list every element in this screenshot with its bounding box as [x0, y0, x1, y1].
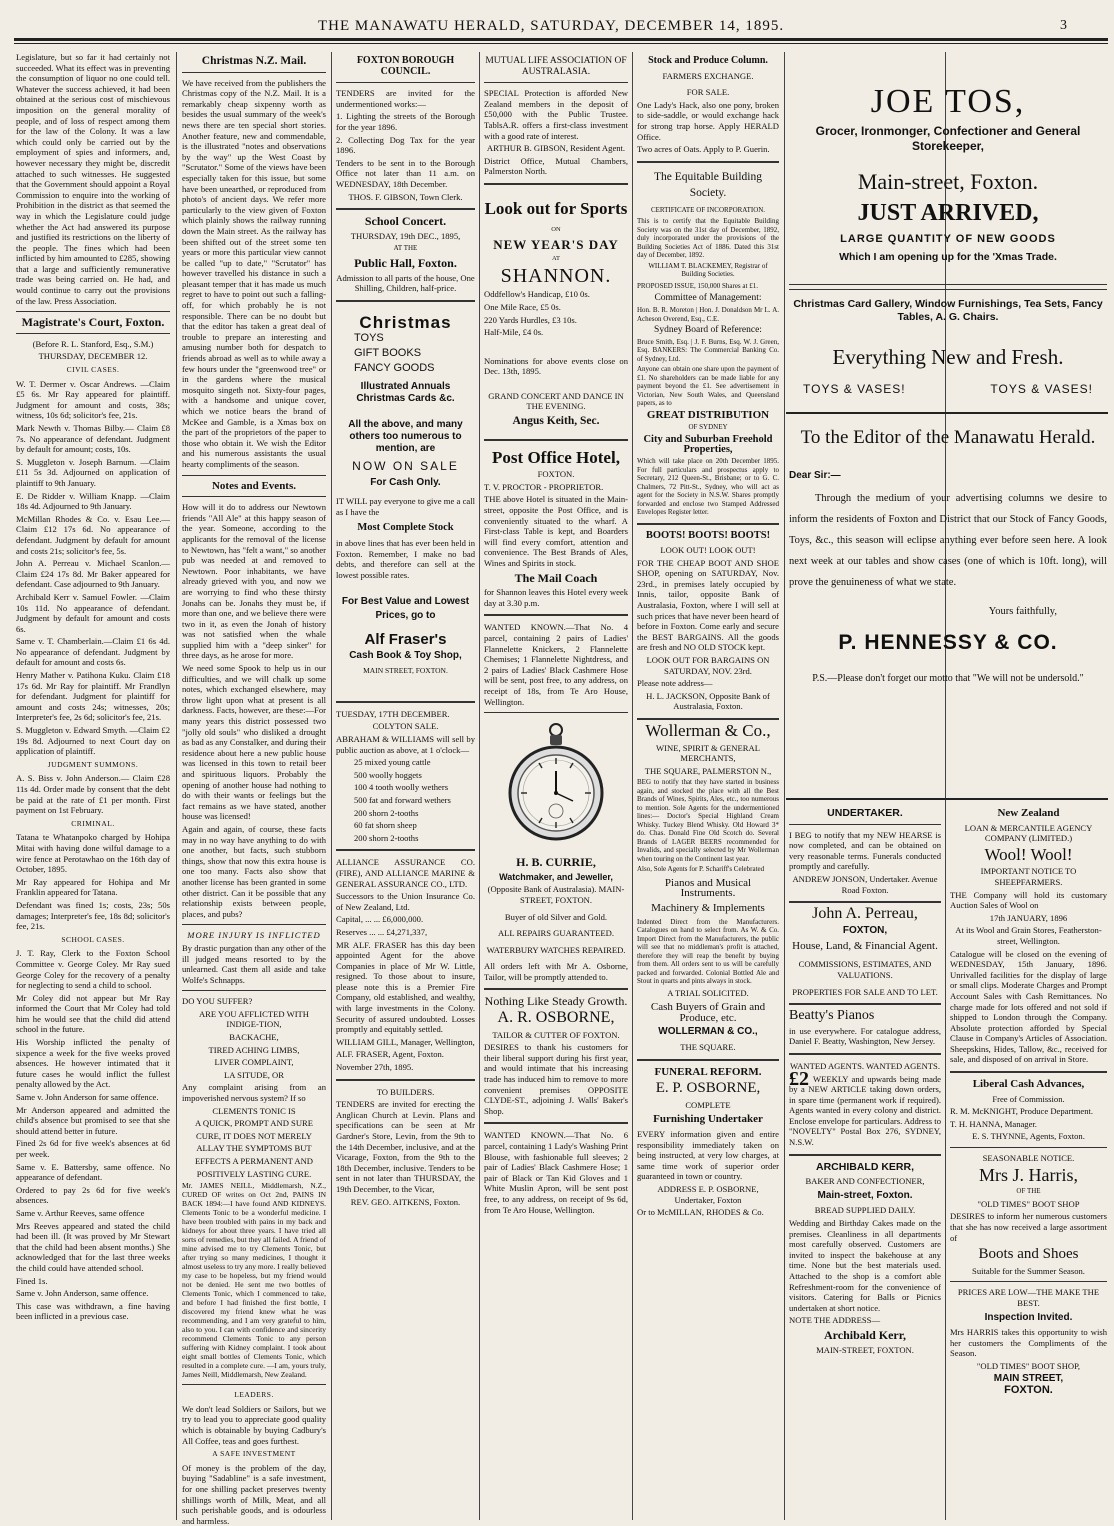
great-text: Which will take place on 20th December 1895. For full particulars and prospectus apply to Secretary, 212 Queen-St., Brisbane; or to G. C. Chalmers, 72 Pitt-St., Sydney, who will act as agent for the Society in N.S.W. Shares promptly forwarded and enclose two Stamped Addressed Envelopes Register letter. [637, 457, 779, 516]
column-5 [637, 52, 779, 1520]
school-text: Fined 2s 6d for five week's absences at 6d per week. [16, 1138, 170, 1159]
civil-case: E. De Ridder v. William Knapp. —Claim 18s 4d. Adjourned to 9th January. [16, 490, 170, 512]
judgment-heading: JUDGMENT SUMMONS. [47, 759, 139, 769]
civil-case: W. T. Dermer v. Oscar Andrews. —Claim £5 6s. Mr Ray appeared for plaintiff. Judgment for amount and costs, 38s; witness, 10s 6d; solicitor's fee, 21s. [16, 378, 170, 421]
xmas-shop: Alf Fraser's [364, 630, 447, 648]
civil-case: Henry Mather v. Patihona Kuku. Claim £18 17s 6d. Mr Ray for plaintiff. Mr Frandlyn for defendant. Judgment for plaintiff for amount and costs 24s; witnesses, 20s; Interpreter's fee, 2s 6d; solicitor's fee, 21s. [16, 670, 170, 723]
tonic-line: DO YOU SUFFER? [182, 996, 253, 1007]
woll-pianos: Pianos and Musical Instruments. [664, 876, 752, 900]
agents-amount: £2 [789, 1067, 809, 1090]
kerr-bread: BREAD SUPPLIED DAILY. [814, 1205, 916, 1216]
concert-heading: School Concert. [364, 214, 447, 229]
seasonable: SEASONABLE NOTICE. [982, 1153, 1075, 1164]
coach-heading: The Mail Coach [514, 570, 598, 585]
great-of: OF SYDNEY [688, 423, 728, 432]
council-item: 2. Collecting Dog Tax for the year 1896. [336, 134, 475, 156]
woll-sub: WINE, SPIRIT & GENERAL MERCHANTS, [656, 742, 760, 764]
harris-text: DESIRES to inform her numerous customers that she has now received a large assortment of [950, 1211, 1107, 1243]
school-text: Mr Anderson appeared and admitted the child's absence but promised to see that she should attend better in future. [16, 1104, 170, 1136]
nz-wool: Wool! Wool! [984, 844, 1073, 864]
tonic-line: ALLAY THE SYMPTOMS BUT [196, 1143, 312, 1154]
equit-committee: Committee of Management: [654, 293, 762, 304]
xmas-stock: Most Complete Stock [357, 521, 454, 533]
mach-text: Indented Direct from the Manufacturers. Catalogues on hand to select from. As W. & Co. Import Direct from the Manufacturers, the public will see that no middleman's profit is attached, therefore they will reap the benefit by buying from them. All orders sent to us will be carefully packed and forwarded. Colonial Bottled Ale and Stout in quarts and pints always in stock. [637, 917, 779, 986]
civil-case: S. Muggleton v. Joseph Barnum. —Claim £11 5s 3d. Adjourned on application of plaintiff to 9th January. [16, 456, 170, 488]
column-rule [784, 52, 785, 1520]
funeral-name: E. P. OSBORNE, [655, 1080, 761, 1097]
concert-date: THURSDAY, 19th DEC., 1895, [350, 230, 461, 241]
school-text: Same v. E. Battersby, same offence. No appearance of defendant. [16, 1161, 170, 1183]
boots-text: FOR THE CHEAP BOOT AND SHOE SHOP, opening on SATURDAY, Nov. 23rd., in premises lately occupied by Innis, tailor, opposite Bank of Australasia, Foxton, where I will sell at such prices that have never been heard of before in Foxton. Come early and secure the BEST BARGAINS. All the goods are fresh and NO OLD STOCK kept. [637, 557, 779, 653]
boots-note: Please note address— [637, 678, 713, 689]
builders-sign: REV. GEO. AITKENS, Foxton. [350, 1196, 461, 1207]
council-sign: THOS. F. GIBSON, Town Clerk. [348, 191, 463, 202]
tos-which: Which I am opening up for the 'Xmas Trade. [839, 251, 1057, 263]
kerr-text: Wedding and Birthday Cakes made on the premises. Cleanliness in all departments most carefully observed. Customers are invited to inspect the bakehouse at any time. None but the best materials used. Attached to the shop is a comfort able Refreshment-room for the convenience of visitors. Catering for Balls or Picnics undertaken at short notice. [789, 1218, 941, 1313]
tos-name: JOE TOS, [870, 83, 1026, 120]
civil-case: Archibald Kerr v. Samuel Fowler. —Claim 10s 11d. No appearance of defendant. Judgment by default for amount and costs 6s. [16, 591, 170, 634]
xmas-addr: MAIN STREET, FOXTON. [363, 666, 448, 676]
criminal-text: Defendant was fined 1s; costs, 23s; 50s damages; Interpreter's fee, 18s 8d; solicitor's fee, 21s. [16, 899, 170, 932]
hotel-prop: T. V. PROCTOR - PROPRIETOR. [484, 481, 604, 492]
tos-large: LARGE QUANTITY OF NEW GOODS [840, 233, 1056, 245]
council-item: 1. Lighting the streets of the Borough for the year 1896. [336, 111, 475, 132]
tonic-line: TIRED ACHING LIMBS, [208, 1044, 300, 1055]
osborne-text: DESIRES to thank his customers for their liberal support during his first year, and would intimate that his increasing trade has induced him to remove to more convenient premises OPPOSITE CLYDE-ST., adjoining J. Walls' Baker's Shop. [484, 1042, 628, 1116]
sale-item: 200 shorn 2-tooths [354, 807, 419, 818]
funeral-addr: ADDRESS E. P. OSBORNE, Undertaker, Foxton [657, 1183, 759, 1205]
tos-advert [789, 52, 1107, 396]
sale-item: 25 mixed young cattle [354, 757, 431, 768]
osborne-name: A. R. OSBORNE, [497, 1009, 615, 1027]
section-rule [786, 798, 1108, 800]
school-text: Mr Coley did not appear but Mr Ray informed the Court that Mr Coley had told him he would see that the child did attend school in the future. [16, 992, 170, 1035]
column-rule [945, 800, 946, 1520]
column-1 [16, 52, 170, 1520]
funeral-or: Or to McMILLAN, RHODES & Co. [637, 1207, 764, 1218]
xmas-line: FANCY GOODS [354, 362, 435, 375]
und-text: I BEG to notify that my NEW HEARSE is now completed, and can be obtained on very reasonable terms. Funerals conducted promptly and carefully. [789, 829, 941, 872]
school-text: Ordered to pay 2s 6d for five week's absences. [16, 1184, 170, 1206]
criminal-text: Mr Ray appeared for Hohipa and Mr Franklin appeared for Tatana. [16, 876, 170, 898]
nz-text2: Catalogue will be closed on the evening of WEDNESDAY, 15th January, 1896. Unrivalled facilities for the display of large or small clips. Moderate Charges and Prompt Account Sales with Cash Remittances. No charge made for lots offered and not sold if shipped to London through the Company. Absolute protection afforded by Special Clause in Company's Articles of Association. Sheepskins, Hides, Tallow, &c., received for sale, and disposed of on arrival in Store. [950, 948, 1107, 1065]
kerr-note: NOTE THE ADDRESS— [789, 1315, 881, 1326]
nz-sub: LOAN & MERCANTILE AGENCY COMPANY (LIMITED.) [964, 822, 1093, 844]
sports-place: SHANNON. [500, 264, 612, 287]
school-text: Same v. John Anderson, same offence. [16, 1288, 149, 1299]
sports-nom: Nominations for above events close on Dec. 13th, 1895. [484, 355, 628, 377]
concert-hall: Public Hall, Foxton. [354, 255, 457, 270]
builders-text: TENDERS are invited for erecting the Anglican Church at Levin. Plans and specifications can be seen at Mr Gardner's Store, Levin, from the 9th to the 14th December, inclusive, and at the Vicarage, Foxton, from the 9th to the 18th December, inclusive. Tenders to be sent in not later than THURSDAY, the 19th December, to the Vicar, [336, 1099, 475, 1194]
sports-day: NEW YEAR'S DAY [493, 236, 619, 252]
tonic-testimonial: Mr. JAMES NEILL, Middlemarsh, N.Z., CURED OF writes on Oct 2nd, PAINS IN BACK 1894:—I have found AND KIDNEYS. Clements Tonic to be a wonderful medicine. I have been troubled with pains in my back and kidneys for about three years. I have tried all sorts of remedies, but they all failed. A friend of mine advised me to try Clements Tonic, but after trying so many medicines, I thought it almost useless to try any more. I really believed my case to be hopeless, but my friend would not be denied. He sent me two bottles of Clements Tonic, which I commenced to take, and before I had finished the first bottle, I discovered my friend knew what he was recommending, and I am very grateful to him, also to you. I can with confidence and sincerity recommend Clements Tonic to any person suffering with Kidney complaint. I took about eight small bottles of Clements Tonic, which resulted in a complete cure. —I am, yours truly, James Neill, Middlemarsh, New Zealand. [182, 1181, 326, 1380]
school-text: This case was withdrawn, a fine having been inflicted in a previous case. [16, 1300, 170, 1322]
equit-board-members: Bruce Smith, Esq. | J. F. Burns, Esq. W. J. Green, Esq. BANKERS: The Commercial Banking Co. of Sydney, Ltd. [637, 337, 779, 363]
school-heading: SCHOOL CASES. [61, 934, 125, 944]
school-text: J. T. Ray, Clerk to the Foxton School Committee v. George Coley. Mr Ray sued George Coley for the recovery of a penalty for neglecting to send a child to school. [16, 948, 170, 991]
sports-item: Oddfellow's Handicap, £10 0s. [484, 289, 590, 300]
equit-text2: Anyone can obtain one share upon the payment of £1. No shareholders can be made liable for any payment beyond the £1. See advertisement in Victorian, New South Wales, and Queensland papers, as to [637, 365, 779, 408]
concert-text: Admission to all parts of the house, One Shilling, Children, half-price. [336, 272, 475, 294]
equit-cert: CERTIFICATE OF INCORPORATION. [650, 205, 766, 214]
column-7 [950, 804, 1107, 1520]
harris-sign: "OLD TIMES" BOOT SHOP, [976, 1360, 1081, 1371]
tos-everything: Everything New and Fresh. [832, 345, 1064, 369]
sale-item: 60 fat shorn sheep [354, 820, 417, 831]
equit-board: Sydney Board of Reference: [654, 325, 762, 336]
hotel-text: THE above Hotel is situated in the Main-street, opposite the Post Office, and is conveniently situated to the wharf. A First-class Table is kept, and Boarders will find every comfort, attention and convenience. The Best Brands of Ales, Wines and Spirits in stock. [484, 494, 628, 568]
beatty-heading: Beatty's Pianos [789, 1008, 875, 1024]
harris-of: OF THE [1016, 1187, 1041, 1196]
mutual-heading: MUTUAL LIFE ASSOCIATION OF AUSTRALASIA. [485, 56, 627, 77]
council-heading: FOXTON BOROUGH COUNCIL. [356, 55, 455, 77]
pocket-watch-icon [507, 721, 605, 849]
alliance-capital: Capital, ... ... £6,000,000. [336, 914, 424, 925]
sale-heading: COLYTON SALE. [372, 721, 439, 732]
sale-item: 100 4 tooth woolly wethers [354, 782, 449, 793]
xmas-stock-text: in above lines that has ever been held in Foxton. Remember, I make no bad debts, and therefore can sell at the lowest possible rates. [336, 538, 475, 581]
civil-case: Mark Newth v. Thomas Bilby.— Claim £8 7s. No appearance of defendant. Judgment by default for amount; costs, 10s. [16, 423, 170, 455]
nz-at: At its Wool and Grain Stores, Featherston-street, Wellington. [955, 925, 1102, 946]
sports-concert: GRAND CONCERT AND DANCE IN THE EVENING. [488, 390, 624, 412]
alliance-sign: WILLIAM GILL, Manager, Wellington, [336, 1036, 475, 1047]
injury-text: By drastic purgation than any other of the ill judged means resorted to by the unlearned. Cast them all aside and take Wolfe's Schnapps. [182, 942, 326, 985]
harris-prices: PRICES ARE LOW—THE MAKE THE BEST. [957, 1287, 1100, 1308]
masthead-title: THE MANAWATU HERALD, SATURDAY, DECEMBER 14, 1895. [318, 18, 785, 34]
sports-heading: Look out for Sports [484, 198, 628, 218]
harris-shop: "OLD TIMES" BOOT SHOP [977, 1198, 1080, 1209]
school-text: Fined 1s. [16, 1275, 48, 1286]
nz-heading: New Zealand [997, 807, 1060, 819]
investment-heading: A SAFE INVESTMENT [212, 1449, 296, 1459]
sale-item: 500 woolly hoggets [354, 769, 422, 780]
column-rule [331, 52, 332, 1520]
tos-toys-left: TOYS & VASES! [803, 382, 906, 396]
notes-text: We need some Spook to help us in our difficulties, and we will chalk up some notes, which exchanged elsewhere, may throw light upon what at present is all darkness. Facts, however, are these:—For many years this district possessed two "jolly old souls" who disliked a drought as bad as any Constalker, and during their residence about here a new public house was licensed in this town to retail beer and spirituous liquors. Probably the opening of another house had nothing to do with their wants or feelings but the fact remains as we have stated, another house was licensed! [182, 663, 326, 822]
lib-sign1: R. M. McKNIGHT, Produce Department. [950, 1106, 1094, 1117]
cash-addr: THE SQUARE. [680, 1042, 736, 1053]
osborne-heading: Nothing Like Steady Growth. [484, 994, 628, 1009]
concert-at: AT THE [393, 244, 418, 253]
tonic-line: LA SITUDE, OR [224, 1069, 284, 1080]
tonic-line: EFFECTS A PERMANENT AND [194, 1156, 314, 1166]
stock-sub: FARMERS EXCHANGE. [662, 70, 754, 81]
funeral-text: EVERY information given and entire responsibility immediately taken on being instructed, at very low charges, at same time work of superior order guaranteed in town or country. [637, 1129, 779, 1182]
nz-notice: IMPORTANT NOTICE TO SHEEPFARMERS. [980, 866, 1077, 887]
nz-text: THE Company will hold its customary Auction Sales of Wool on [950, 889, 1107, 911]
criminal-heading: CRIMINAL. [71, 818, 115, 828]
perreau-place: FOXTON, [842, 924, 888, 936]
pocket-watch-image [484, 721, 628, 849]
lib-sign2: T. H. HANNA, Manager. [950, 1118, 1037, 1129]
equit-text: This is to certify that the Equitable Building Society was on the 31st day of December, 1892, duly incorporated under the provisions of the Building Societies Act of 1886. Dated this 31st day of December, 1892. [637, 217, 779, 260]
stock-heading: Stock and Produce Column. [648, 55, 768, 66]
perreau-name: John A. Perreau, [812, 905, 918, 923]
notes-heading: Notes and Events. [211, 479, 297, 492]
council-text: Tenders to be sent in to the Borough Office not later than 11 a.m. on WEDNESDAY, 18th December. [336, 157, 475, 189]
tos-trade: Grocer, Ironmonger, Confectioner and General Storekeeper, [815, 124, 1081, 153]
currie-orders: All orders left with Mr A. Osborne, Tailor, will be promptly attended to. [484, 961, 628, 982]
column-6 [789, 804, 941, 1520]
lib-sign3: E. S. THYNNE, Agents, Foxton. [972, 1131, 1085, 1142]
xmas-all: All the above, and many others too numerous to mention, are [348, 419, 463, 455]
school-text: His Worship inflicted the penalty of sixpence a week for the five weeks proved absences. He however intimated that it future cases he would inflict the fullest penalty allowed by the Act. [16, 1037, 170, 1090]
xmas-annuals: Illustrated Annuals Christmas Cards &c. [356, 381, 455, 405]
article-intro: Legislature, but so far it had certainly not succeeded. What its effect was in preventing the consumption of liquor no one could tell. Whatever the success achieved, it had been obtained at the serious cost of mischievous imposition on the general morality of people, and of loss of respect among them for the law of the Colony. It was a law which could only be carried out by the employment of spies and informers, and, however necessary they might be, discredit attached to such witnesses. He suggested that the Government should appoint a Royal Commission to enquire into the working of Prohibition in the district as that seemed the way in which the Legislature could judge whether the Act had answered its purpose and justified its restrictions on the liberty of the people. The fines which had been inflicted by him amounted to £285, showing that a large and sufficiently remunerative trade was being carried on. He had, and would continue to carry out the provisions of the law. Press Association. [16, 52, 170, 306]
nz-date: 17th JANUARY, 1896 [989, 912, 1068, 923]
harris-addr: MAIN STREET, [993, 1372, 1064, 1384]
civil-case: John A. Perreau v. Michael Scanlon.—Claim £24 17s 8d. Mr Baker appeared for defendant. Case adjourned to 9th January. [16, 558, 170, 590]
xmas-cash: For Cash Only. [370, 476, 441, 488]
harris-text2: Mrs HARRIS takes this opportunity to wish her customers the Compliments of the Season. [950, 1327, 1107, 1359]
equit-issue: PROPOSED ISSUE, 150,000 Shares at £1. [637, 281, 758, 290]
currie-waterbury: WATERBURY WATCHES REPAIRED. [486, 944, 626, 955]
sports-item: Half-Mile, £4 0s. [484, 327, 544, 338]
great-city: City and Suburban Freehold Properties, [643, 433, 773, 456]
mail-heading: Christmas N.Z. Mail. [201, 55, 307, 67]
judgment-text: A. S. Biss v. John Anderson.— Claim £28 11s 4d. Order made by consent that the debt be paid at the rate of £1 per month. First payment on 1st February. [16, 773, 170, 816]
xmas-line: GIFT BOOKS [354, 347, 422, 360]
tos-arrived: JUST ARRIVED, [857, 200, 1039, 226]
xmas-heading: Christmas [359, 312, 452, 332]
school-text: Same v. Arthur Reeves, same offence [16, 1207, 145, 1218]
civil-case: S. Muggleton v. Edward Smyth. —Claim £2 19s 8d. Adjourned to next Court day on application of plaintiff. [16, 725, 170, 757]
editor-dear: Dear Sir:— [789, 470, 841, 481]
mutual-sign: ARTHUR B. GIBSON, Resident Agent. [486, 143, 626, 154]
editor-ps: P.S.—Please don't forget our motto that "We will not be undersold." [812, 673, 1084, 684]
stock-oats: Two acres of Oats. Apply to P. Guerin. [637, 144, 770, 155]
editor-letter [789, 420, 1107, 800]
wanted-text: WANTED KNOWN.—That No. 4 parcel, containing 2 pairs of Ladies' Flannelette Knickers, 2 Flannelette Chemises; 1 Flannelette Nightdress, and 2 pairs of Ladies' Black Cashmere Hose will be sent, post free, to any address, on receipt of 18s, from Te Aro House, Wellington. [484, 622, 628, 707]
currie-repairs: ALL REPAIRS GUARANTEED. [497, 928, 615, 939]
funeral-trade: Furnishing Undertaker [653, 1113, 763, 1126]
notes-text: Again and again, of course, these facts may in no way have anything to do with one another, but facts, such stubborn things, show that now this extra house is one too many. Facts also show that another license has been granted in some other district. Can it be possible that any relationship exists between people, places, and pubs? [182, 823, 326, 919]
criminal-text: Tatana te Whatanpoko charged by Hohipa Mitai with having done wilful damage to a wire fence at Perotawhao on the 16th day of October, 1895. [16, 832, 170, 875]
sports-item: One Mile Race, £5 0s. [484, 301, 561, 312]
column-rule [176, 52, 177, 1520]
tos-addr: Main-street, Foxton. [857, 169, 1039, 194]
court-date: THURSDAY, DECEMBER 12. [38, 351, 148, 362]
court-heading: Magistrate's Court, Foxton. [21, 315, 165, 330]
kerr-heading: ARCHIBALD KERR, [816, 1160, 914, 1173]
lib-heading: Liberal Cash Advances, [972, 1078, 1085, 1091]
editor-sign: P. HENNESSY & CO. [838, 631, 1058, 654]
editor-text: Through the medium of your advertising columns we desire to inform the residents of Foxton and District that our Stock of Fancy Goods, Toys, &c., this season will eclipse anything ever before seen here. A look next week at our tables and show cases (one of which is 10ft. long), will prove the genuineness of what we state. [789, 493, 1107, 588]
boots-lookout: LOOK OUT FOR BARGAINS ON SATURDAY, NOV. 23rd. [646, 655, 770, 676]
tonic-line: A QUICK, PROMPT AND SURE [194, 1118, 314, 1129]
agents-heading: WANTED AGENTS. WANTED AGENTS. [790, 1060, 940, 1071]
xmas-pay: IT WILL pay everyone to give me a call as I have the [336, 496, 475, 518]
tos-gallery: Christmas Card Gallery, Window Furnishings, Tea Sets, Fancy Tables, A. G. Chairs. [793, 298, 1103, 323]
agents-text: WEEKLY and upwards being made by a NEW ARTICLE taking down orders, in spare time (permanent work if required). Agents wanted in every colony and district. Enclose envelope for particulars. Address to "NOVELTY" Postal Box 276, SYDNEY, N.S.W. [789, 1073, 941, 1148]
currie-addr: (Opposite Bank of Australasia). MAIN-STREET, FOXTON. [487, 884, 625, 905]
column-3 [336, 52, 475, 1520]
boots-sign: H. L. JACKSON, Opposite Bank of Australasia, Foxton. [646, 690, 770, 712]
tonic-line: BACKACHE, [229, 1032, 279, 1043]
currie-buy: Buyer of old Silver and Gold. [504, 911, 608, 922]
xmas-shop2: Cash Book & Toy Shop, [349, 649, 462, 661]
perreau-prop: PROPERTIES FOR SALE AND TO LET. [792, 986, 938, 997]
page-number: 3 [1060, 18, 1067, 33]
sports-item: 220 Yards Hurdles, £3 10s. [484, 314, 577, 325]
harris-name: Mrs J. Harris, [979, 1164, 1078, 1185]
funeral-complete: COMPLETE [685, 1099, 731, 1110]
tonic-line: Any complaint arising from an impoverished nervous system? If so [182, 1082, 326, 1104]
cash-heading: Cash Buyers of Grain and Produce, etc. [650, 1001, 766, 1024]
boots-heading: BOOTS! BOOTS! BOOTS! [645, 529, 771, 541]
kerr-sign-addr: MAIN-STREET, FOXTON. [816, 1344, 914, 1355]
alliance-reserves: Reserves ... ... £4,271,337, [336, 926, 428, 937]
harris-suit: Suitable for the Summer Season. [972, 1265, 1085, 1276]
tonic-line: POSITIVELY LASTING CURE. [196, 1168, 312, 1179]
mach-trial: A TRIAL SOLICITED. [667, 987, 749, 998]
alliance-date: November 27th, 1895. [336, 1062, 414, 1073]
great-heading: GREAT DISTRIBUTION [646, 408, 770, 421]
harris-boots: Boots and Shoes [978, 1246, 1079, 1263]
alliance-text: MR ALF. FRASER has this day been appointed Agent for the above Companies in place of Mr W. Little, resigned. To those about to insure, please note this is a Premier Fire Company, old established, and wealthy, with large investments in the Colony. Security of assured undoubted. Losses promptly and equitably settled. [336, 939, 475, 1035]
civil-case: Same v. T. Chamberlain.—Claim £1 6s 4d. No appearance of defendant. Judgment by default for amount and costs 6s. [16, 636, 170, 668]
perreau-comm: COMMISSIONS, ESTIMATES, AND VALUATIONS. [798, 959, 932, 980]
notes-text: How will it do to address our Newtown friends "All Ale" at this happy season of the year. Someone, according to the applicants for the removal of the license to Newtown, has "felt a want," so another pub was needed at and removed to Newtown. Poor inhabitants, we have already grieved with you, and now we are worrying to find who these thirsty Jonahs can be. Jonahs they must be, if more than one, and we believe there were two in it, as even the Jonah of history was not satisfied when the whale supplied him with a "deep sinker" for three days, as he arose for more. [182, 502, 326, 661]
equit-members: Hon. B. R. Moreton | Hon. J. Donaldson Mr L. A. Acheson Overend, Esq., C.E. [637, 306, 779, 323]
tos-toys-right: TOYS & VASES! [990, 382, 1093, 396]
perreau-trade: House, Land, & Financial Agent. [792, 940, 938, 953]
equit-sign: WILLIAM T. BLACKEMEY, Registrar of Building Societies. [648, 261, 768, 279]
tonic-line: ARE YOU AFFLICTED WITH INDIGE-TION, [198, 1008, 310, 1030]
coach-text: for Shannon leaves this Hotel every week day at 3.30 p.m. [484, 587, 628, 608]
xmas-best: For Best Value and Lowest Prices, go to [341, 595, 470, 621]
mutual-addr: District Office, Mutual Chambers, Palmerston North. [484, 155, 628, 177]
column-4 [484, 52, 628, 1520]
stock-sale: FOR SALE. [686, 87, 730, 98]
civil-heading: CIVIL CASES. [66, 365, 120, 375]
currie-heading: H. B. CURRIE, [516, 855, 596, 870]
sale-item: 200 shorn 2-tooths [354, 832, 419, 843]
osborne-trade: TAILOR & CUTTER OF FOXTON. [492, 1029, 620, 1040]
tonic-line: LIVER COMPLAINT, [214, 1057, 294, 1068]
sports-at: AT [552, 255, 560, 263]
boots-look: LOOK OUT! LOOK OUT! [660, 545, 756, 556]
xmas-now: NOW ON SALE [352, 459, 459, 474]
wanted2-text: WANTED KNOWN.—That No. 6 parcel, containing 1 Lady's Washing Print Blouse, with fashionable full sleeves; 2 pair of Ladies' Black Cashmere Hose; 1 pair of Black or Tan Kid Gloves and 1 White Muslin Apron, will be sent post free, to any address, on receipt of 9s 6d, from Te Aro House, Wellington. [484, 1130, 628, 1215]
currie-sub: Watchmaker, and Jeweller, [499, 871, 613, 882]
kerr-addr: Main-street, Foxton. [817, 1189, 913, 1201]
column-rule [632, 52, 633, 1520]
mach-heading: Machinery & Implements [651, 902, 765, 915]
sale-date: TUESDAY, 17TH DECEMBER. [336, 708, 450, 719]
lib-free: Free of Commission. [992, 1093, 1065, 1104]
alliance-heading: ALLIANCE ASSURANCE CO. (FIRE), AND ALLIANCE MARINE & GENERAL ASSURANCE CO., LTD. [336, 857, 475, 889]
sale-item: 500 fat and forward wethers [354, 794, 451, 805]
tonic-line: CURE, IT DOES NOT MERELY [195, 1130, 313, 1141]
mail-text: We have received from the publishers the Christmas copy of the N.Z. Mail. It is a remarkably cheap sixpenny worth as besides the usual summary of the week's news there are ten special short stories. Another feature, new and commendable, is the illustrated "notes and observations by the way" up the West Coast by "Scrutator." Some of the views have been especially taken for this issue, but some have been unearthed, or reproduced from photo's of ancient days. We refer more particularly to the view given of Foxton which plainly shows the railway running down the Main street. As the railway has been shifted out of the street some ten years or more this particular view cannot be called "up to date," "Scrutator" has however travelled his distance in such a pleasant temper that it has made us much regret to have to point out such a falling-off, for which probably he is not responsible. There can be no doubt but that the editor has taken a great deal of trouble to prepare an interesting and amusing number both for despatch to friends abroad as well as to while away a few hours under the "greenwood tree" or in the gardens where the musical mosquito singeth not. Sixty-four pages, with a handsome and unique cover, which we notice bears the brand of McKee and Gamble, is a Xmas box on the part of the proprietors of the paper to those who obtain it. We wish the Editor and his numerous assistants the usual hearty compliments of the season. [182, 77, 326, 469]
leaders-text: We don't lead Soldiers or Sailors, but we try to lead you to appreciate good quality which is obtainable by buying Cadbury's All Coffee, teas and goes furthest. [182, 1403, 326, 1446]
cash-name: WOLLERMAN & CO., [658, 1026, 758, 1038]
court-before: (Before R. L. Stanford, Esq., S.M.) [32, 338, 154, 349]
council-intro: TENDERS are invited for the undermentioned works:— [336, 88, 475, 109]
woll-agents: Also, Sole Agents for P. Schariff's Celebrated [637, 865, 765, 874]
alliance-succ: Successors to the Union Insurance Co. of New Zealand, Ltd. [336, 891, 475, 912]
funeral-heading: FUNERAL REFORM. [654, 1065, 762, 1078]
sports-sec: Angus Keith, Sec. [512, 415, 600, 428]
builders-heading: TO BUILDERS. [376, 1086, 435, 1097]
und-heading: UNDERTAKER. [827, 807, 903, 819]
leaders-heading: LEADERS. [234, 1390, 274, 1400]
hotel-place: FOXTON. [537, 469, 575, 480]
woll-heading: Wollerman & Co., [645, 721, 771, 740]
tonic-line: CLEMENTS TONIC IS [212, 1105, 296, 1116]
sale-intro: ABRAHAM & WILLIAMS will sell by public auction as above, at 1 o'clock— [336, 734, 475, 755]
kerr-trade: BAKER AND CONFECTIONER, [805, 1176, 925, 1187]
hotel-heading: Post Office Hotel, [492, 447, 620, 467]
mutual-text: SPECIAL Protection is afforded New Zealand members in the deposit of £50,000 with the Public Trustee. TablsA.R. offers a first-class investment with a good rate of interest. [484, 88, 628, 141]
equit-heading: The Equitable Building Society. [654, 170, 762, 199]
column-rule [479, 52, 480, 1520]
alliance-agent: ALF. FRASER, Agent, Foxton. [336, 1049, 444, 1060]
editor-yours: Yours faithfully, [988, 606, 1057, 617]
kerr-sign: Archibald Kerr, [823, 1327, 906, 1342]
stock-text: One Lady's Hack, also one pony, broken to side-saddle, or would exchange hack for strong trap horse. Apply HERALD Office. [637, 99, 779, 142]
xmas-line: TOYS [354, 332, 384, 345]
investment-text: Of money is the problem of the day, buying "Sadabline" is a safe investment, for one shilling packet preserves twenty shillings worth of Milk, Meat, and all such perishable goods, and is odourless and harmless. [182, 1462, 326, 1526]
und-sign: ANDREW JONSON, Undertaker. Avenue Road Foxton. [792, 873, 938, 895]
column-2 [182, 52, 326, 1526]
section-rule [786, 412, 1108, 414]
masthead-rule-thin [14, 43, 1108, 44]
woll-text: BEG to notify that they have started in business again, and stocked the place with all the Best Brands of Wines, Spirits, Ales, etc., too numerous to mention. Sole Agents for the undermentioned lines:— Doctor's Special Highland Cream Whisky. Tuckey Blend Whisky. Old Howard 3* do. Chas. Donald Fine Old Scotch do. Several Brands of LAGER BEERS recommended for Invalids, and specially selected by Mr Wollerman when touring on the Continent last year. [637, 778, 779, 863]
editor-heading: To the Editor of the Manawatu Herald. [800, 427, 1096, 448]
school-text: Same v. John Anderson for same offence. [16, 1092, 159, 1103]
civil-case: McMillan Rhodes & Co. v. Esau Lee.—Claim £12 17s 6d. No appearance of defendant. Judgment by default for amount and costs 21s; solicitor's fee, 5s. [16, 513, 170, 556]
harris-town: FOXTON. [1004, 1384, 1053, 1397]
harris-insp: Inspection Invited. [984, 1311, 1073, 1323]
beatty-text: in use everywhere. For catalogue address, Daniel F. Beatty, Washington, New Jersey. [789, 1025, 941, 1047]
masthead-rule [14, 38, 1108, 41]
woll-addr: THE SQUARE, PALMERSTON N., [644, 765, 772, 776]
sports-on: ON [551, 225, 561, 233]
injury-heading: MORE INJURY IS INFLICTED [187, 930, 321, 941]
school-text: Mrs Reeves appeared and stated the child had been ill. (It was proved by Mr Stewart that the child had been absent months.) She acknowledged that for the last three weeks the child could have attended school. [16, 1220, 170, 1273]
